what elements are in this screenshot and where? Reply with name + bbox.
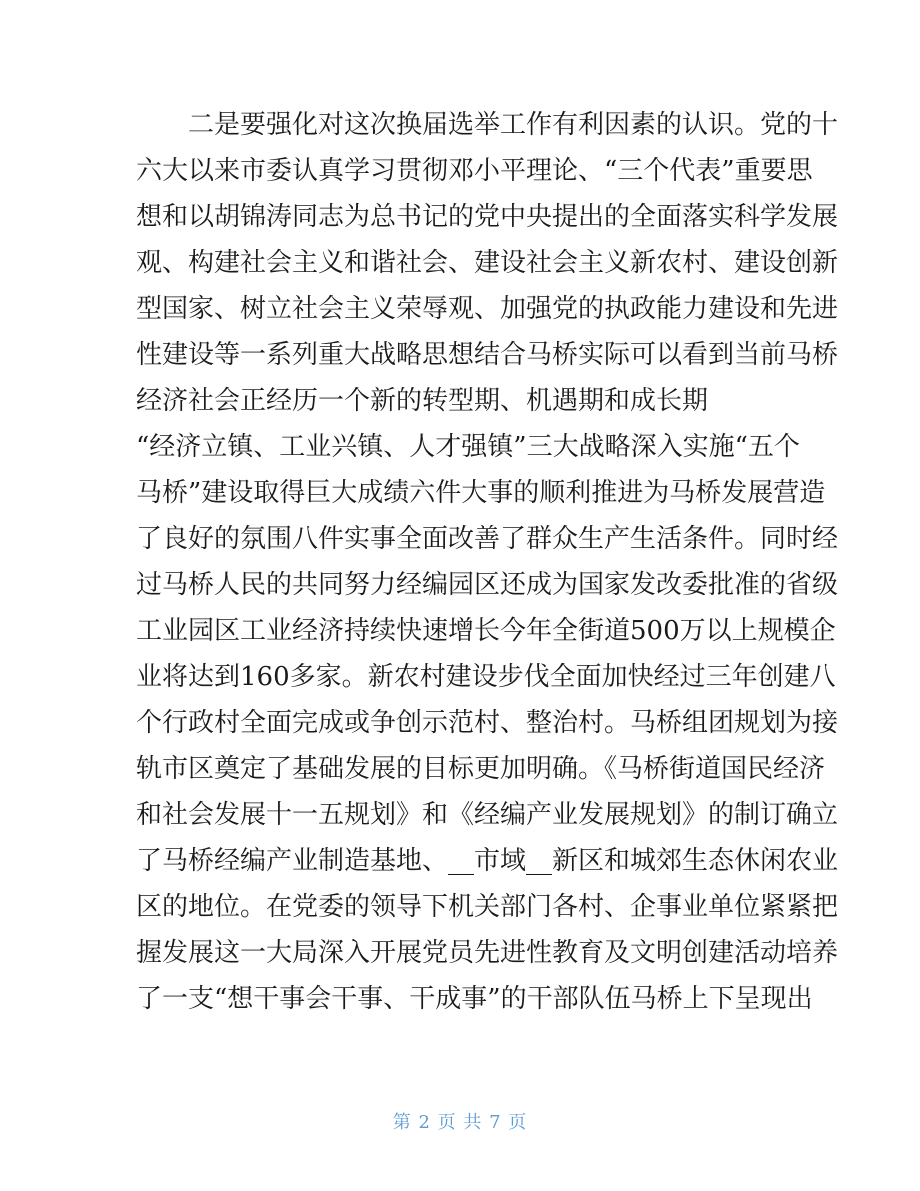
text-line: 经济社会正经历一个新的转型期、机遇期和成长期 bbox=[136, 386, 709, 416]
text-line: 型国家、树立社会主义荣辱观、加强党的执政能力建设和先进 bbox=[136, 294, 839, 324]
text-line: 了马桥经编产业制造基地、__市域__新区和城郊生态休闲农业 bbox=[136, 846, 839, 876]
page-footer bbox=[0, 1111, 920, 1135]
text-line: 马桥”建设取得巨大成绩六件大事的顺利推进为马桥发展营造 bbox=[136, 478, 826, 508]
text-line: 六大以来市委认真学习贯彻邓小平理论、“三个代表”重要思 bbox=[136, 156, 813, 186]
text-line: 区的地位。在党委的领导下机关部门各村、企事业单位紧紧把 bbox=[136, 892, 839, 922]
text-line: 握发展这一大局深入开展党员先进性教育及文明创建活动培养 bbox=[136, 938, 839, 968]
text-line: 轨市区奠定了基础发展的目标更加明确。《马桥街道国民经济 bbox=[136, 754, 826, 784]
text-line: “经济立镇、工业兴镇、人才强镇”三大战略深入实施“五个 bbox=[136, 432, 800, 462]
text-line: 想和以胡锦涛同志为总书记的党中央提出的全面落实科学发展 bbox=[136, 202, 839, 232]
page-number: 第 2 页 共 7 页 bbox=[392, 1112, 528, 1133]
text-line: 过马桥人民的共同努力经编园区还成为国家发改委批准的省级 bbox=[136, 570, 839, 600]
text-line: 和社会发展十一五规划》和《经编产业发展规划》的制订确立 bbox=[136, 800, 839, 830]
text-line: 业将达到160多家。新农村建设步伐全面加快经过三年创建八 bbox=[136, 662, 836, 692]
text-line: 观、构建社会主义和谐社会、建设社会主义新农村、建设创新 bbox=[136, 248, 839, 278]
text-line: 了良好的氛围八件实事全面改善了群众生产生活条件。同时经 bbox=[136, 524, 839, 554]
text-line: 工业园区工业经济持续快速增长今年全街道500万以上规模企 bbox=[136, 616, 836, 646]
text-line: 性建设等一系列重大战略思想结合马桥实际可以看到当前马桥 bbox=[136, 340, 839, 370]
text-line: 了一支“想干事会干事、干成事”的干部队伍马桥上下呈现出 bbox=[136, 984, 813, 1014]
body-text bbox=[136, 102, 839, 1022]
text-line: 个行政村全面完成或争创示范村、整治村。马桥组团规划为接 bbox=[136, 708, 839, 738]
text-line: 二是要强化对这次换届选举工作有利因素的认识。党的十 bbox=[136, 110, 839, 140]
